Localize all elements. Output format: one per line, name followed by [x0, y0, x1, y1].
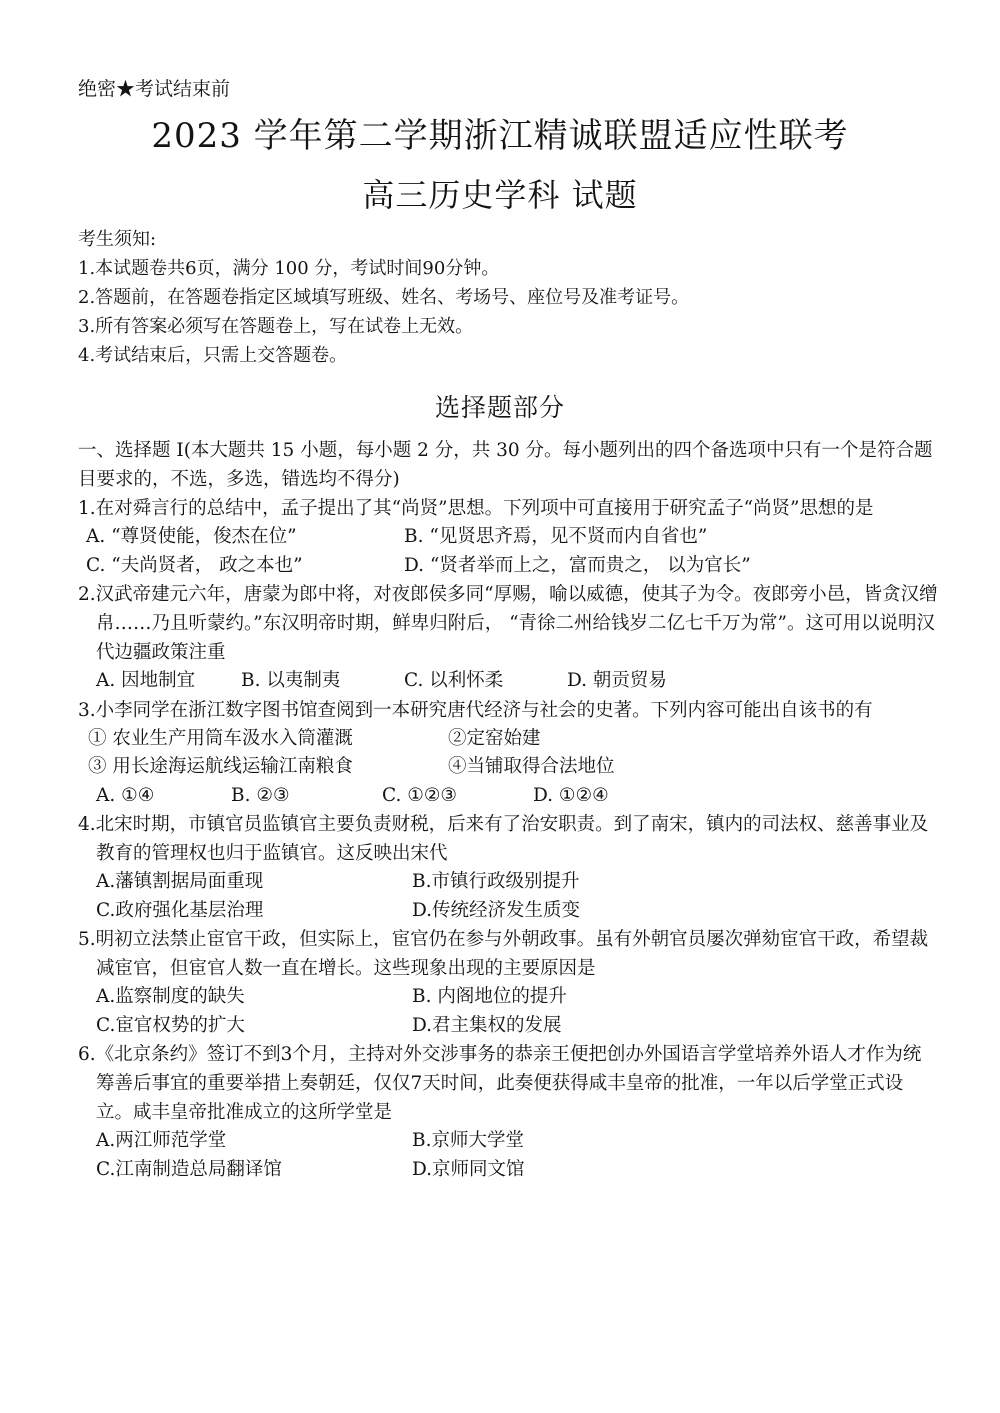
exam-subtitle: 高三历史学科 试题: [362, 176, 638, 214]
confidential-label: 绝密★考试结束前: [78, 78, 231, 100]
exam-title: 2023 学年第二学期浙江精诚联盟适应性联考: [151, 116, 849, 156]
option-b: B.市镇行政级别提升: [412, 871, 580, 892]
statement-item: ③ 用长途海运航线运输江南粮食: [88, 756, 353, 777]
question-stem: 6.《北京条约》签订不到3个月，主持对外交涉事务的恭亲王便把创办外国语言学堂培养外语人才作为统筹善后事宜的重要举措上奏朝廷，仅仅7天时间，此奏便获得咸丰皇帝的批准，一年以后学堂正式设立。咸丰皇帝批准成立的这所学堂是: [78, 1044, 922, 1123]
notice-heading: 考生须知:: [78, 229, 157, 250]
option-b: B.京师大学堂: [412, 1130, 524, 1151]
option-a: A.藩镇割据局面重现: [96, 871, 264, 892]
option-c: C.宦官权势的扩大: [96, 1014, 245, 1036]
notice-item: 2.答题前，在答题卷指定区域填写班级、姓名、考场号、座位号及准考证号。: [78, 287, 690, 308]
notice-item: 3.所有答案必须写在答题卷上，写在试卷上无效。: [78, 316, 474, 337]
option-c: C.政府强化基层治理: [96, 899, 264, 921]
question-2: [78, 580, 938, 696]
question-3: [78, 696, 938, 811]
question-4: [78, 810, 938, 925]
option-b: B. ②③: [231, 784, 290, 806]
questions-area: [78, 436, 938, 1184]
notice-item: 4.考试结束后，只需上交答题卷。: [78, 345, 348, 366]
candidate-notice: [78, 225, 938, 370]
option-b: B. “见贤思齐焉，见不贤而内自省也”: [404, 526, 708, 547]
section-instruction: 一、选择题 I(本大题共 15 小题，每小题 2 分，共 30 分。每小题列出的四个备选项中只有一个是符合题目要求的，不选，多选，错选均不得分): [78, 440, 933, 490]
option-d: D.君主集权的发展: [412, 1014, 562, 1036]
option-a: A.监察制度的缺失: [96, 986, 245, 1007]
option-d: D. ①②④: [533, 784, 609, 806]
question-1: [78, 494, 938, 580]
option-d: D.传统经济发生质变: [412, 899, 581, 921]
statement-item: ① 农业生产用筒车汲水入筒灌溉: [88, 727, 353, 749]
option-a: A.两江师范学堂: [96, 1130, 227, 1151]
option-d: D. 朝贡贸易: [567, 670, 667, 691]
statement-item: ②定窑始建: [448, 727, 541, 749]
option-c: C. 以利怀柔: [404, 670, 504, 691]
question-stem: 5.明初立法禁止宦官干政，但实际上，宦官仍在参与外朝政事。虽有外朝官员屡次弹劾宦官干政，希望裁减宦官，但宦官人数一直在增长。这些现象出现的主要原因是: [78, 929, 929, 979]
option-c: C.江南制造总局翻译馆: [96, 1158, 282, 1180]
section-title: 选择题部分: [434, 393, 565, 422]
question-stem: 3.小李同学在浙江数字图书馆查阅到一本研究唐代经济与社会的史著。下列内容可能出自该书的有: [78, 699, 873, 721]
option-b: B. 以夷制夷: [241, 670, 341, 691]
option-b: B. 内阁地位的提升: [412, 986, 567, 1007]
question-stem: 4.北宋时期，市镇官员监镇官主要负责财税，后来有了治安职责。到了南宋，镇内的司法权、慈善事业及教育的管理权也归于监镇官。这反映出宋代: [78, 814, 929, 864]
option-c: C. “夫尚贤者， 政之本也”: [86, 554, 303, 576]
option-c: C. ①②③: [382, 784, 458, 806]
question-6: [78, 1040, 938, 1184]
option-a: A. ①④: [96, 784, 155, 806]
question-5: [78, 925, 938, 1040]
question-stem: 2.汉武帝建元六年，唐蒙为郎中将，对夜郎侯多同“厚赐，喻以威德，使其子为令。夜郎旁小邑，皆贪汉缯帛……乃且听蒙约。”东汉明帝时期，鲜卑归附后， “青徐二州给钱岁二亿七千万为常”。这可用以说明汉代边疆政策注重: [78, 584, 938, 663]
option-a: A. “尊贤使能，俊杰在位”: [86, 526, 297, 547]
statement-item: ④当铺取得合法地位: [448, 756, 615, 777]
option-a: A. 因地制宜: [96, 670, 196, 691]
option-d: D.京师同文馆: [412, 1158, 525, 1180]
question-stem: 1.在对舜言行的总结中，孟子提出了其“尚贤”思想。下列项中可直接用于研究孟子“尚贤”思想的是: [78, 498, 874, 519]
notice-item: 1.本试题卷共6页，满分 100 分，考试时间90分钟。: [78, 258, 500, 279]
option-d: D. “贤者举而上之，富而贵之， 以为官长”: [404, 554, 751, 576]
